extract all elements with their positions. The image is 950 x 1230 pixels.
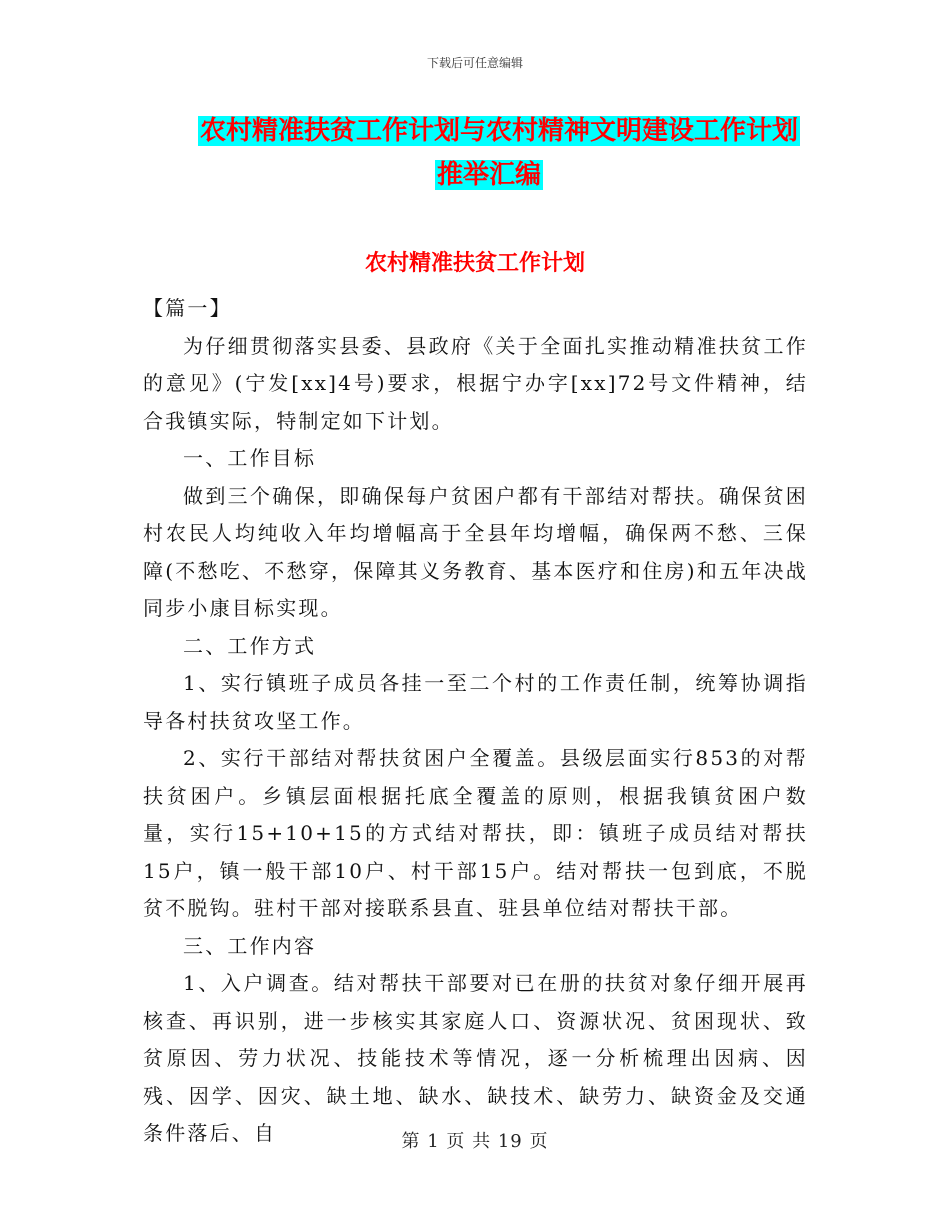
document-title-line-1 bbox=[24, 111, 950, 151]
document-title-text-2: 推举汇编 bbox=[436, 160, 541, 190]
heading-work-goals: 一、工作目标 bbox=[183, 446, 317, 470]
heading-work-methods: 二、工作方式 bbox=[183, 633, 317, 658]
paragraph-intro: 为仔细贯彻落实县委、县政府《关于全面扎实推动精准扶贫工作的意见》(宁发[xx]4号)要求，根据宁办字[xx]72号文件精神，结合我镇实际，特制定如下计划。 bbox=[143, 333, 808, 433]
part-heading: 【篇一】 bbox=[143, 296, 232, 320]
page-footer: 第 1 页 共 19 页 bbox=[401, 1131, 549, 1152]
paragraph-content-1: 1、入户调查。结对帮扶干部要对已在册的扶贫对象仔细开展再核查、再识别，进一步核实其家庭人口、资源状况、贫困现状、致贫原因、劳力状况、技能技术等情况，逐一分析梳理出因病、因残、因学、因灾、缺土地、缺水、缺技术、缺劳力、缺资金及交通条件落后、自 bbox=[143, 971, 808, 1145]
paragraph-method-1: 1、实行镇班子成员各挂一至二个村的工作责任制，统筹协调指导各村扶贫攻坚工作。 bbox=[143, 671, 808, 733]
header-note: 下载后可任意编辑 bbox=[426, 56, 523, 70]
document-title-text-1: 农村精准扶贫工作计划与农村精神文明建设工作计划 bbox=[199, 116, 798, 146]
document-title-line-2 bbox=[14, 155, 950, 195]
section-title: 农村精准扶贫工作计划 bbox=[364, 251, 585, 276]
document-body bbox=[143, 290, 808, 1153]
paragraph-goals: 做到三个确保，即确保每户贫困户都有干部结对帮扶。确保贫困村农民人均纯收入年均增幅高于全县年均增幅，确保两不愁、三保障(不愁吃、不愁穿，保障其义务教育、基本医疗和住房)和五年决战同步小康目标实现。 bbox=[143, 483, 808, 620]
paragraph-method-2: 2、实行干部结对帮扶贫困户全覆盖。县级层面实行853的对帮扶贫困户。乡镇层面根据托底全覆盖的原则，根据我镇贫困户数量，实行15+10+15的方式结对帮扶，即：镇班子成员结对帮扶15户，镇一般干部10户、村干部15户。结对帮扶一包到底，不脱贫不脱钩。驻村干部对接联系县直、驻县单位结对帮扶干部。 bbox=[143, 746, 808, 920]
heading-work-content: 三、工作内容 bbox=[183, 933, 317, 958]
